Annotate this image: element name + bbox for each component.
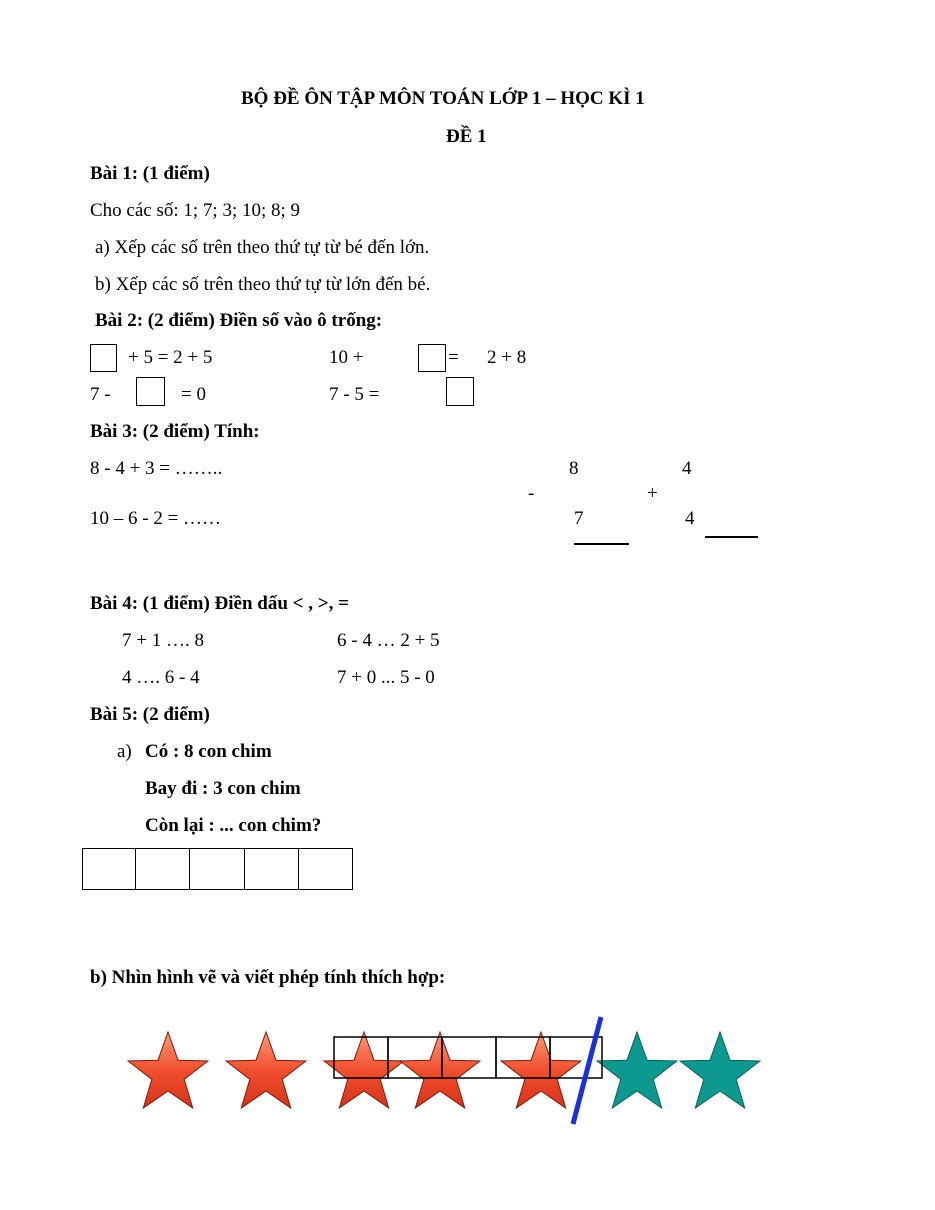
bai1-heading: Bài 1: (1 điểm) (90, 163, 210, 184)
red-star-icon (128, 1032, 208, 1108)
column-sub-bottom: 7 (574, 508, 584, 529)
bai2-row1-left: + 5 = 2 + 5 (128, 347, 213, 368)
bai4-row1-b: 6 - 4 … 2 + 5 (337, 630, 440, 651)
bai3-heading: Bài 3: (2 điểm) Tính: (90, 421, 260, 442)
column-add-bottom: 4 (685, 508, 695, 529)
bai5-a-line-1: Có : 8 con chim (145, 741, 272, 762)
bai1-part-a: a) Xếp các số trên theo thứ tự từ bé đến lớn. (95, 237, 430, 258)
bai5-a-line-3: Còn lại : ... con chim? (145, 815, 322, 836)
bai4-row1-a: 7 + 1 …. 8 (122, 630, 204, 651)
teal-star-icon (680, 1032, 760, 1108)
bai1-part-b: b) Xếp các số trên theo thứ tự từ lớn đến bé. (95, 274, 431, 295)
bai2-heading: Bài 2: (2 điểm) Điền số vào ô trống: (95, 310, 383, 331)
bai4-row2-b: 7 + 0 ... 5 - 0 (337, 667, 435, 688)
bai5-part-a-label: a) (117, 741, 132, 762)
red-star-icon (226, 1032, 306, 1108)
page-title: BỘ ĐỀ ÔN TẬP MÔN TOÁN LỚP 1 – HỌC KÌ 1 (241, 88, 645, 109)
column-sub-top: 8 (569, 458, 579, 479)
red-star-icon (400, 1032, 480, 1108)
page-subtitle: ĐỀ 1 (446, 126, 487, 147)
bai3-expression-1: 8 - 4 + 3 = …….. (90, 458, 223, 479)
bai3-expression-2: 10 – 6 - 2 = …… (90, 508, 222, 529)
red-star-icon (501, 1032, 581, 1108)
bai2-row1-right-c: 2 + 8 (487, 347, 527, 368)
teal-star-icon (597, 1032, 677, 1108)
bai2-row1-right-a: 10 + (329, 347, 364, 368)
column-sub-operator: - (528, 483, 535, 504)
bai1-given: Cho các số: 1; 7; 3; 10; 8; 9 (90, 200, 301, 221)
bai5-part-b: b) Nhìn hình vẽ và viết phép tính thích hợp: (90, 967, 446, 988)
bai5-a-line-2: Bay đi : 3 con chim (145, 778, 301, 799)
bai4-row2-a: 4 …. 6 - 4 (122, 667, 200, 688)
red-star-icon (324, 1032, 404, 1108)
column-add-operator: + (647, 483, 658, 504)
bai5-heading: Bài 5: (2 điểm) (90, 704, 210, 725)
bai2-row2-right: 7 - 5 = (329, 384, 380, 405)
cross-out-line (573, 1017, 601, 1124)
bai2-row2-left-a: 7 - (90, 384, 111, 405)
bai4-heading: Bài 4: (1 điểm) Điền dấu < , >, = (90, 593, 349, 614)
bai2-row1-right-b: = (448, 347, 459, 368)
column-add-top: 4 (682, 458, 692, 479)
bai2-row2-left-b: = 0 (181, 384, 206, 405)
